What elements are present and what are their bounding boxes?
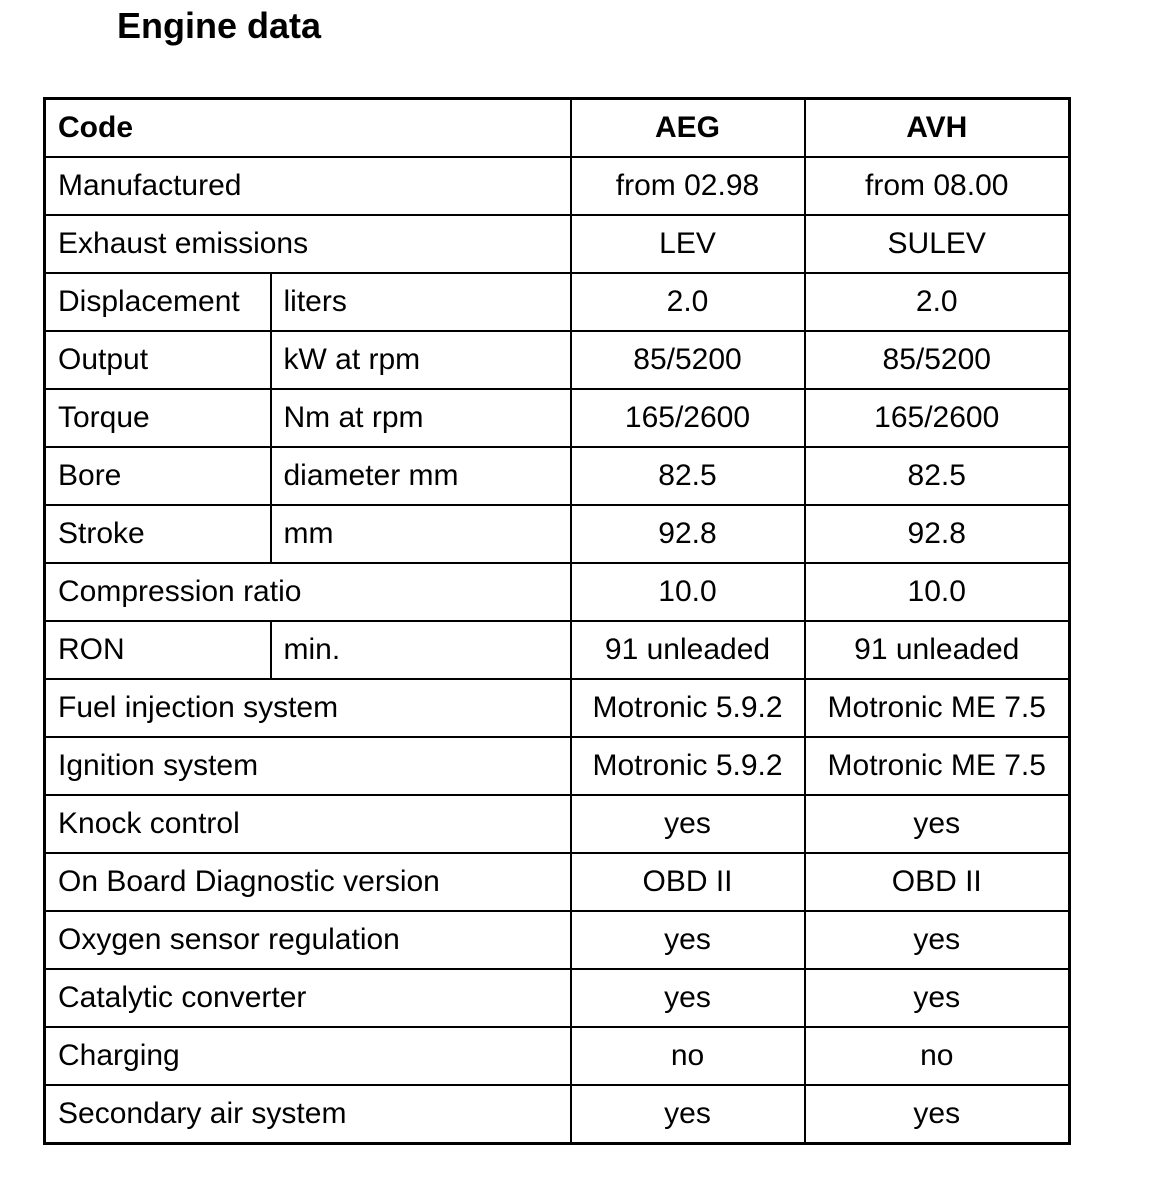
row-label-cell: Fuel injection system [45,679,571,737]
table-row [45,1085,1070,1144]
row-label-cell: Manufactured [45,157,571,215]
row-label-cell: Oxygen sensor regulation [45,911,571,969]
row-aeg-value-cell: yes [571,969,805,1027]
row-aeg-value-cell: yes [571,1085,805,1144]
row-avh-value-cell: yes [805,1085,1070,1144]
row-label-cell: Charging [45,1027,571,1085]
row-avh-value-cell: 82.5 [805,447,1070,505]
row-aeg-value-cell: from 02.98 [571,157,805,215]
row-label-cell: RON [45,621,271,679]
page-title: Engine data [117,5,322,46]
table-row [45,911,1070,969]
header-avh-cell: AVH [805,99,1070,158]
table-row [45,737,1070,795]
table-row [45,273,1070,331]
row-label-cell: On Board Diagnostic version [45,853,571,911]
header-aeg-cell: AEG [571,99,805,158]
table-row [45,621,1070,679]
row-aeg-value-cell: 91 unleaded [571,621,805,679]
row-unit-cell: diameter mm [271,447,571,505]
row-avh-value-cell: 91 unleaded [805,621,1070,679]
row-label-cell: Secondary air system [45,1085,571,1144]
row-label-cell: Knock control [45,795,571,853]
row-avh-value-cell: no [805,1027,1070,1085]
table-row [45,853,1070,911]
table-row [45,331,1070,389]
row-label-cell: Output [45,331,271,389]
row-avh-value-cell: SULEV [805,215,1070,273]
row-avh-value-cell: Motronic ME 7.5 [805,737,1070,795]
row-aeg-value-cell: LEV [571,215,805,273]
row-aeg-value-cell: 165/2600 [571,389,805,447]
table-row [45,215,1070,273]
row-aeg-value-cell: 85/5200 [571,331,805,389]
table-row [45,157,1070,215]
header-label-cell: Code [45,99,571,158]
row-avh-value-cell: from 08.00 [805,157,1070,215]
row-avh-value-cell: 92.8 [805,505,1070,563]
row-label-cell: Bore [45,447,271,505]
table-row [45,505,1070,563]
row-aeg-value-cell: 2.0 [571,273,805,331]
row-unit-cell: Nm at rpm [271,389,571,447]
row-avh-value-cell: yes [805,911,1070,969]
row-aeg-value-cell: no [571,1027,805,1085]
row-aeg-value-cell: Motronic 5.9.2 [571,737,805,795]
row-label-cell: Compression ratio [45,563,571,621]
row-avh-value-cell: 85/5200 [805,331,1070,389]
row-aeg-value-cell: Motronic 5.9.2 [571,679,805,737]
row-unit-cell: kW at rpm [271,331,571,389]
table-row [45,679,1070,737]
table-row [45,1027,1070,1085]
table-row [45,389,1070,447]
row-unit-cell: min. [271,621,571,679]
row-label-cell: Displacement [45,273,271,331]
row-label-cell: Exhaust emissions [45,215,571,273]
row-aeg-value-cell: 92.8 [571,505,805,563]
engine-data-table [43,97,1071,1145]
row-aeg-value-cell: OBD II [571,853,805,911]
row-avh-value-cell: 165/2600 [805,389,1070,447]
table-row [45,969,1070,1027]
row-aeg-value-cell: 10.0 [571,563,805,621]
row-avh-value-cell: yes [805,795,1070,853]
row-label-cell: Stroke [45,505,271,563]
row-avh-value-cell: yes [805,969,1070,1027]
row-avh-value-cell: 10.0 [805,563,1070,621]
row-avh-value-cell: OBD II [805,853,1070,911]
table-header-row [45,99,1070,158]
table-row [45,795,1070,853]
row-aeg-value-cell: yes [571,795,805,853]
row-label-cell: Catalytic converter [45,969,571,1027]
row-unit-cell: mm [271,505,571,563]
row-aeg-value-cell: yes [571,911,805,969]
table-row [45,447,1070,505]
row-avh-value-cell: Motronic ME 7.5 [805,679,1070,737]
table-row [45,563,1070,621]
row-label-cell: Torque [45,389,271,447]
row-aeg-value-cell: 82.5 [571,447,805,505]
row-label-cell: Ignition system [45,737,571,795]
row-avh-value-cell: 2.0 [805,273,1070,331]
row-unit-cell: liters [271,273,571,331]
